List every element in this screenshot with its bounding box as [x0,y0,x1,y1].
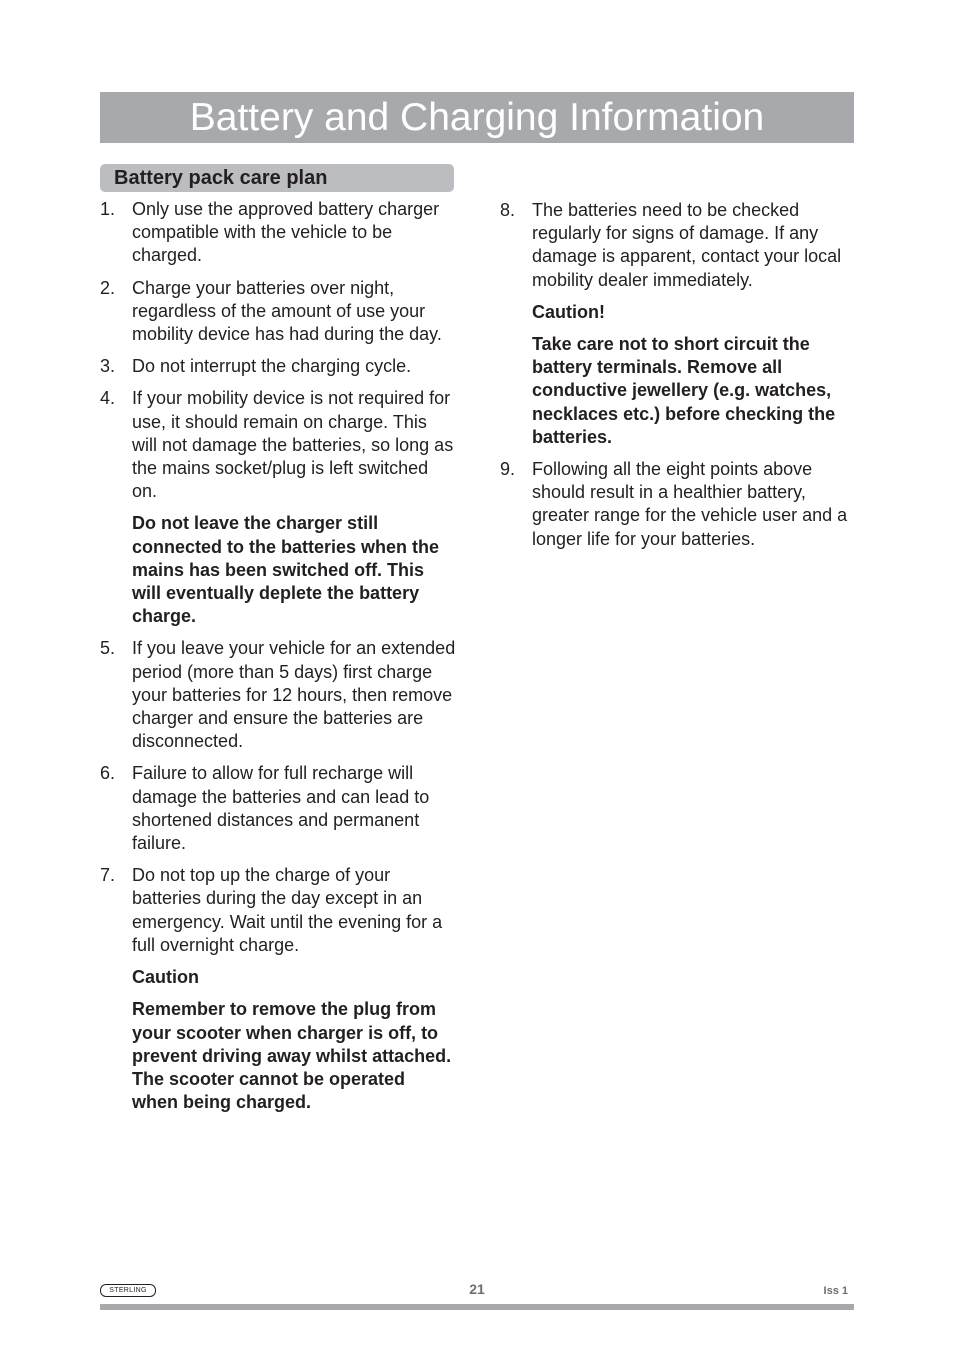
item-number: 8. [500,200,516,220]
list-item-6 [100,762,456,855]
item-number: 2. [100,277,116,298]
item-8-caution-title: Caution! [532,301,605,322]
item-text: If your mobility device is not required for use, it should remain on charge. This will not damage the batteries, so long as the mains socket/plug is left switched on. [132,388,454,502]
item-4-warning: Do not leave the charger still connected to the batteries when the mains has been switched off. This will eventually deplete the battery charge. [132,513,440,627]
right-column [500,199,856,560]
list-item-5 [100,637,456,753]
brand-logo: STERLING [100,1284,156,1297]
left-column [100,198,456,1123]
list-item-1 [100,198,456,268]
item-number: 3. [100,356,116,377]
item-7-caution-line-2: The scooter cannot be operated when being charged. [132,1068,406,1113]
item-text: Following all the eight points above should result in a healthier battery, greater range for the vehicle user and a longer life for your batteries. [532,459,848,549]
item-text: Do not interrupt the charging cycle. [132,356,412,377]
item-text: Do not top up the charge of your batteries during the day except in an emergency. Wait until the evening for a full overnight charge. [132,865,443,955]
footer-divider [100,1304,854,1310]
section-heading: Battery pack care plan [100,164,454,192]
item-7-caution-title: Caution [132,967,199,988]
item-text: The batteries need to be checked regularly for signs of damage. If any damage is apparent, contact your local mobility dealer immediately. [532,200,842,290]
item-number: 6. [100,763,116,784]
item-text: Charge your batteries over night, regardless of the amount of use your mobility device has had during the day. [132,277,442,345]
item-number: 1. [100,199,116,219]
issue-label: Iss 1 [823,1285,848,1297]
list-item-7 [100,864,456,957]
item-number: 5. [100,638,116,659]
item-number: 4. [100,388,116,409]
item-number: 7. [100,865,116,886]
item-text: Only use the approved battery charger compatible with the vehicle to be charged. [132,199,440,266]
page-number: 21 [469,1281,485,1297]
page-title: Battery and Charging Information [100,92,854,143]
item-8-caution-text: Take care not to short circuit the battery terminals. Remove all conductive jewellery (e.g. watches, necklaces etc.) before checking the batteries. [532,334,836,447]
list-item-2 [100,277,456,347]
item-number: 9. [500,459,516,480]
item-text: Failure to allow for full recharge will damage the batteries and can lead to shortened distances and permanent failure. [132,763,430,854]
list-item-4 [100,387,456,503]
list-item-9 [500,458,856,551]
item-text: If you leave your vehicle for an extended period (more than 5 days) first charge your batteries for 12 hours, then remove charger and ensure the batteries are disconnected. [132,638,456,752]
item-7-caution-line-1: Remember to remove the plug from your scooter when charger is off, to prevent driving away whilst attached. [132,999,452,1066]
list-item-3 [100,355,456,378]
list-item-8 [500,199,856,292]
